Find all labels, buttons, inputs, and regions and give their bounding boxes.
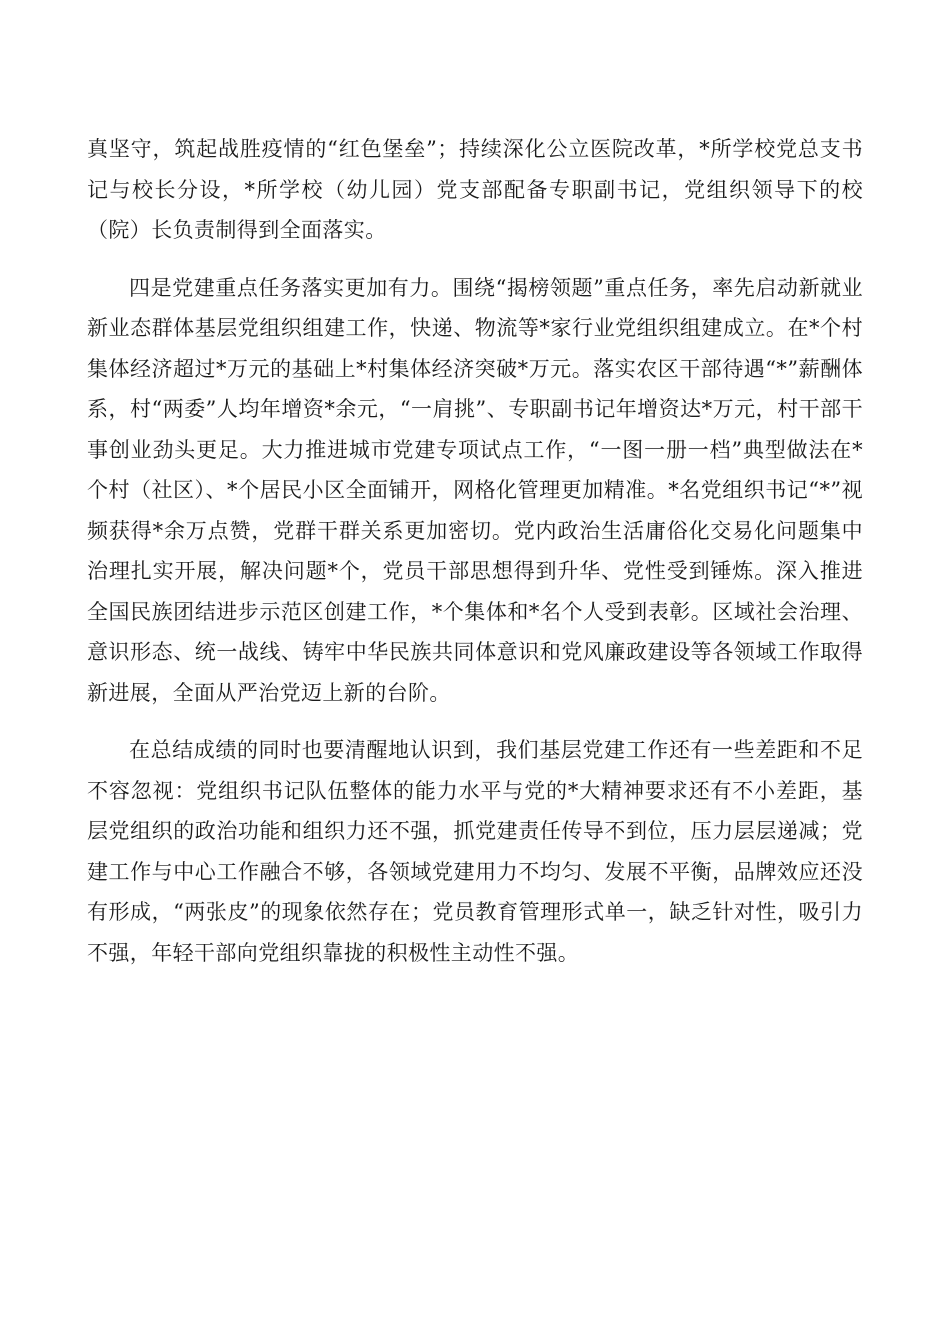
paragraph-key-tasks: 四是党建重点任务落实更加有力。围绕“揭榜领题”重点任务，率先启动新就业新业态群体基层党组织组建工作，快递、物流等*家行业党组织组建成立。在*个村集体经济超过*万元的基础上*村集体经济突破*万元。落实农区干部待遇“*”薪酬体系，村“两委”人均年增资*余元，“一肩挑”、专职副书记年增资达*万元，村干部干事创业劲头更足。大力推进城市党建专项试点工作，“一图一册一档”典型做法在*个村（社区）、*个居民小区全面铺开，网格化管理更加精准。*名党组织书记“*”视频获得*余万点赞，党群干群关系更加密切。党内政治生活庸俗化交易化问题集中治理扎实开展，解决问题*个，党员干部思想得到升华、党性受到锤炼。深入推进全国民族团结进步示范区创建工作，*个集体和*名个人受到表彰。区域社会治理、意识形态、统一战线、铸牢中华民族共同体意识和党风廉政建设等各领域工作取得新进展，全面从严治党迈上新的台阶。 [87, 275, 863, 705]
paragraph-continuation: 真坚守，筑起战胜疫情的“红色堡垒”；持续深化公立医院改革，*所学校党总支书记与校长分设，*所学校（幼儿园）党支部配备专职副书记，党组织领导下的校（院）长负责制得到全面落实。 [87, 137, 863, 242]
paragraph-shortcomings: 在总结成绩的同时也要清醒地认识到，我们基层党建工作还有一些差距和不足不容忽视：党组织书记队伍整体的能力水平与党的*大精神要求还有不小差距，基层党组织的政治功能和组织力还不强，抓党建责任传导不到位，压力层层递减；党建工作与中心工作融合不够，各领域党建用力不均匀、发展不平衡，品牌效应还没有形成，“两张皮”的现象依然存在；党员教育管理形式单一，缺乏针对性，吸引力不强，年轻干部向党组织靠拢的积极性主动性不强。 [87, 738, 863, 965]
document-body [87, 129, 863, 973]
